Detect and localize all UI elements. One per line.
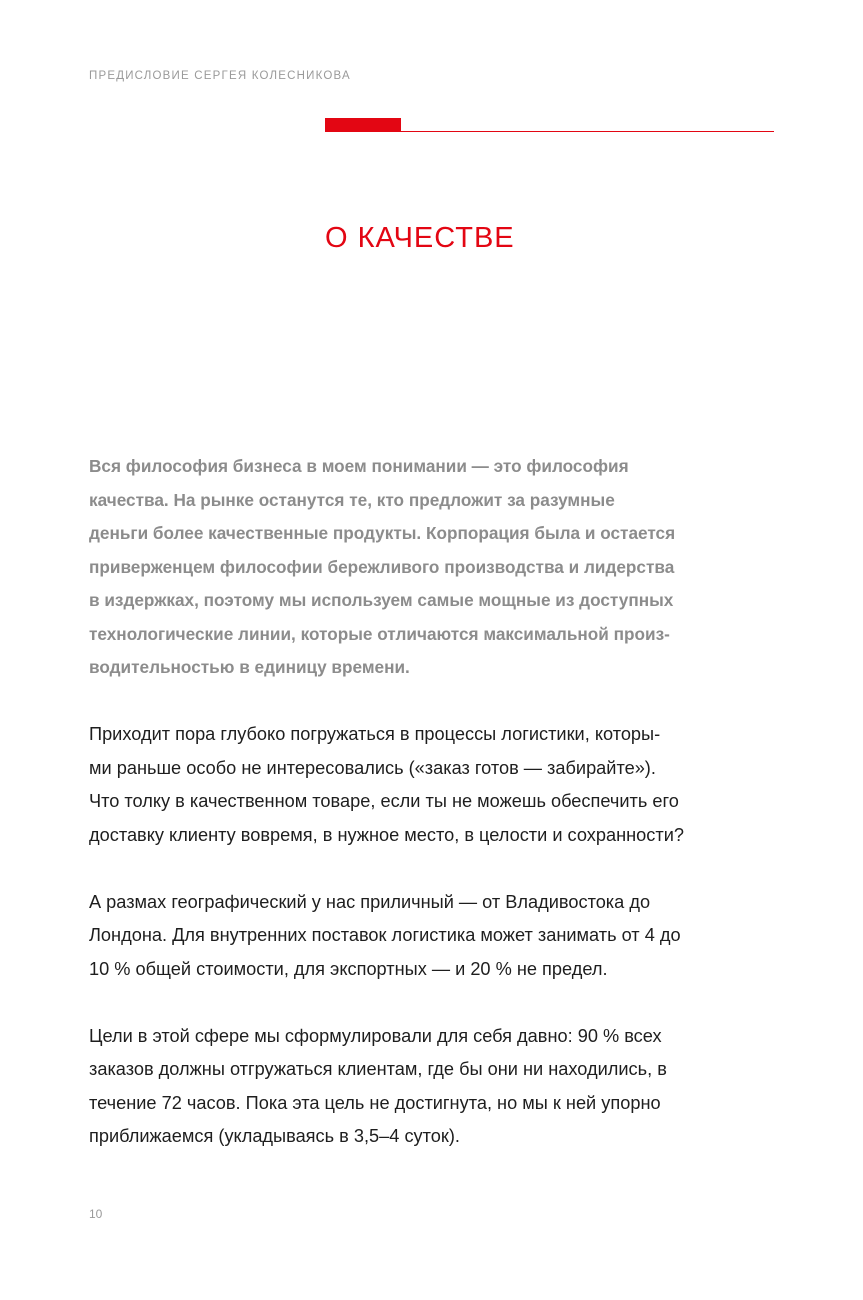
text-line: водительностью в единицу времени. (89, 657, 410, 677)
text-line: деньги более качественные продукты. Корпорация была и остается (89, 523, 676, 543)
text-line: течение 72 часов. Пока эта цель не достигнута, но мы к ней упорно (89, 1092, 661, 1113)
decorative-rule (325, 118, 774, 133)
text-line: доставку клиенту вовремя, в нужное место, в целости и сохранности? (89, 824, 684, 845)
text-line: Вся философия бизнеса в моем понимании — это философия (89, 456, 629, 476)
text-line: Приходит пора глубоко погружаться в процессы логистики, которы- (89, 724, 661, 744)
rule-thin-line (401, 131, 774, 132)
paragraph-logistics (89, 718, 789, 852)
text-line: приближаемся (укладываясь в 3,5–4 суток). (89, 1126, 460, 1146)
body-text (89, 450, 789, 1187)
text-line: в издержках, поэтому мы используем самые мощные из доступных (89, 590, 674, 610)
running-header: ПРЕДИСЛОВИЕ СЕРГЕЯ КОЛЕСНИКОВА (89, 70, 351, 82)
text-line: приверженцем философии бережливого производства и лидерства (89, 556, 675, 577)
paragraph-geography (89, 886, 789, 987)
text-line: А размах географический у нас приличный — от Владивостока до (89, 891, 651, 912)
text-line: Цели в этой сфере мы сформулировали для себя давно: 90 % всех (89, 1025, 662, 1046)
text-line: технологические линии, которые отличаются максимальной произ- (89, 623, 670, 644)
chapter-title: О КАЧЕСТВЕ (325, 222, 515, 254)
paragraph-goals (89, 1020, 789, 1154)
text-line: Лондона. Для внутренних поставок логистика может занимать от 4 до (89, 925, 681, 945)
text-line: Что толку в качественном товаре, если ты не можешь обеспечить его (89, 791, 679, 811)
page-number: 10 (89, 1207, 103, 1221)
text-line: качества. На рынке останутся те, кто предложит за разумные (89, 489, 615, 510)
text-line: ми раньше особо не интересовались («заказ готов — забирайте»). (89, 757, 656, 778)
rule-thick-segment (325, 118, 401, 132)
lead-paragraph (89, 450, 789, 685)
text-line: заказов должны отгружаться клиентам, где бы они ни находились, в (89, 1059, 667, 1079)
text-line: 10 % общей стоимости, для экспортных — и 20 % не предел. (89, 958, 608, 979)
